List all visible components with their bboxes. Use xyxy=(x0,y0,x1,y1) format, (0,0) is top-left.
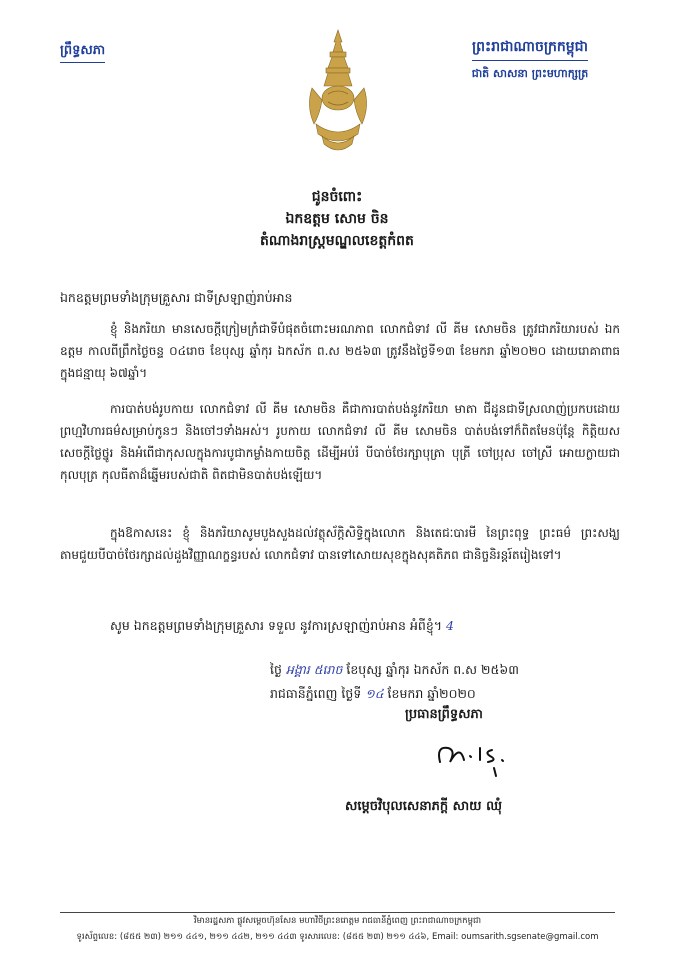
lunar-prefix: ថ្ងៃ xyxy=(270,662,282,677)
place-prefix: រាជធានីភ្នំពេញ ថ្ងៃទី xyxy=(270,686,362,701)
gregorian-date-line xyxy=(270,682,519,706)
lunar-date-line xyxy=(270,658,519,682)
signer-name: សម្តេចវិបុលសេនាភក្តី សាយ ឈុំ xyxy=(345,799,502,814)
handwritten-signature-icon xyxy=(430,732,530,782)
date-block xyxy=(270,658,519,706)
footer-address: វិមានរដ្ឋសភា ផ្លូវសម្តេចហ៊ុនសែន មហាវិថីព្រះនរោត្តម រាជធានីភ្នំពេញ ព្រះរាជាណាចក្រកម្ពុជា xyxy=(193,916,482,926)
paragraph-3 xyxy=(60,522,620,566)
kingdom-name: ព្រះរាជាណាចក្រកម្ពុជា xyxy=(472,37,588,61)
recipient-block xyxy=(0,186,674,252)
paragraph-2 xyxy=(60,398,620,486)
recipient-position: តំណាងរាស្ត្រមណ្ឌលខេត្តកំពត xyxy=(260,233,414,249)
handwritten-mark: 4 xyxy=(445,618,454,633)
place-rest: ខែមករា ឆ្នាំ២០២០ xyxy=(387,686,476,701)
lunar-rest: ខែបុស្ស ឆ្នាំកុរ ឯកស័ក ព.ស ២៥៦៣ xyxy=(346,662,519,677)
organization-name: ព្រឹទ្ធសភា xyxy=(60,42,105,63)
closing-line xyxy=(110,618,454,637)
paragraph-1-text: ខ្ញុំ និងភរិយា មានសេចក្តីក្រៀមក្រំជាទីបំផុតចំពោះមរណភាព លោកជំទាវ លី គីម សោមចិន ត្រូវជាភរិយារបស់ ឯកឧត្តម កាលពីព្រឹកថ្ងៃចន្ទ ០៤រោច ខែបុស្ស ឆ្នាំកុរ ឯកស័ក ព.ស ២៥៦៣ ត្រូវនឹងថ្ងៃទី១៣ ខែមករា ឆ្នាំ២០២០ ដោយរោគាពាធ ក្នុងជន្មាយុ ៦៧ឆ្នាំ។ xyxy=(60,322,620,380)
handwritten-weekday: អង្គារ xyxy=(285,662,310,677)
footer-contact: ទូរស័ព្ទលេខ: (៨៥៥ ២៣) ២១១ ៤៤១, ២១១ ៤៤២, ២១១ ៤៤៣ ទូរសារលេខ: (៨៥៥ ២៣) ២១១ ៤៤៦, Email: oumsarith.sgsenate@gmail.com xyxy=(76,932,599,942)
national-motto: ជាតិ សាសនា ព្រះមហាក្សត្រ xyxy=(471,67,589,80)
closing-text: សូម ឯកឧត្តមព្រមទាំងក្រុមគ្រួសារ ទទួល នូវការស្រឡាញ់រាប់អាន អំពីខ្ញុំ។ xyxy=(110,618,442,633)
paragraph-1 xyxy=(60,318,620,384)
footer-divider xyxy=(60,912,615,913)
salutation: ឯកឧត្តមព្រមទាំងក្រុមគ្រួសារ ជាទីស្រឡាញ់រាប់អាន xyxy=(60,290,293,305)
royal-coat-of-arms-icon xyxy=(302,28,374,158)
signer-title: ប្រធានព្រឹទ្ធសភា xyxy=(405,707,483,722)
recipient-name: ឯកឧត្តម សោម ចិន xyxy=(285,211,389,227)
paragraph-3-text: ក្នុងឱកាសនេះ ខ្ញុំ និងភរិយាសូមបួងសួងដល់វត្ថុស័ក្តិសិទ្ធិក្នុងលោក និងតេជៈបារមី នៃព្រះពុទ្ធ ព្រះធម៌ ព្រះសង្ឃ តាមជួយបីបាច់ថែរក្សាដល់ដួងវិញ្ញាណក្ខន្ធរបស់ លោកជំទាវ បានទៅសោយសុខក្នុងសុគតិភព ជានិច្ចនិរន្តរ៍តរៀងទៅ។ xyxy=(60,526,620,562)
handwritten-lunar-date: ៥រោច xyxy=(313,662,343,677)
paragraph-2-text: ការបាត់បង់រូបកាយ លោកជំទាវ លី គីម សោមចិន គឺជាការបាត់បង់នូវភរិយា មាតា ជីដូនជាទីស្រលាញ់ប្រកបដោយ ព្រហ្មវិហារធម៌សម្រាប់កូនៗ និងចៅៗទាំងអស់។ រូបកាយ លោកជំទាវ លី គីម សោមចិន បាត់បង់ទៅក៏ពិតមែនប៉ុន្តែ កិត្តិយស សេចក្តីថ្លៃថ្នូរ និងអំពើជាកុសលក្នុងការបូជាកម្លាំងកាយចិត្ត ដើម្បីអប់រំ បីបាច់ថែរក្សាបុត្រា បុត្រី ចៅប្រុស ចៅស្រី អោយក្លាយជាកុលបុត្រ កុលធីតាដ៏ឆ្នើមរបស់ជាតិ ពិតជាមិនបាត់បង់ឡើយ។ xyxy=(60,402,620,482)
recipient-to: ជូនចំពោះ xyxy=(311,189,363,205)
handwritten-day: ១៤ xyxy=(365,686,384,701)
kingdom-header xyxy=(440,36,620,83)
